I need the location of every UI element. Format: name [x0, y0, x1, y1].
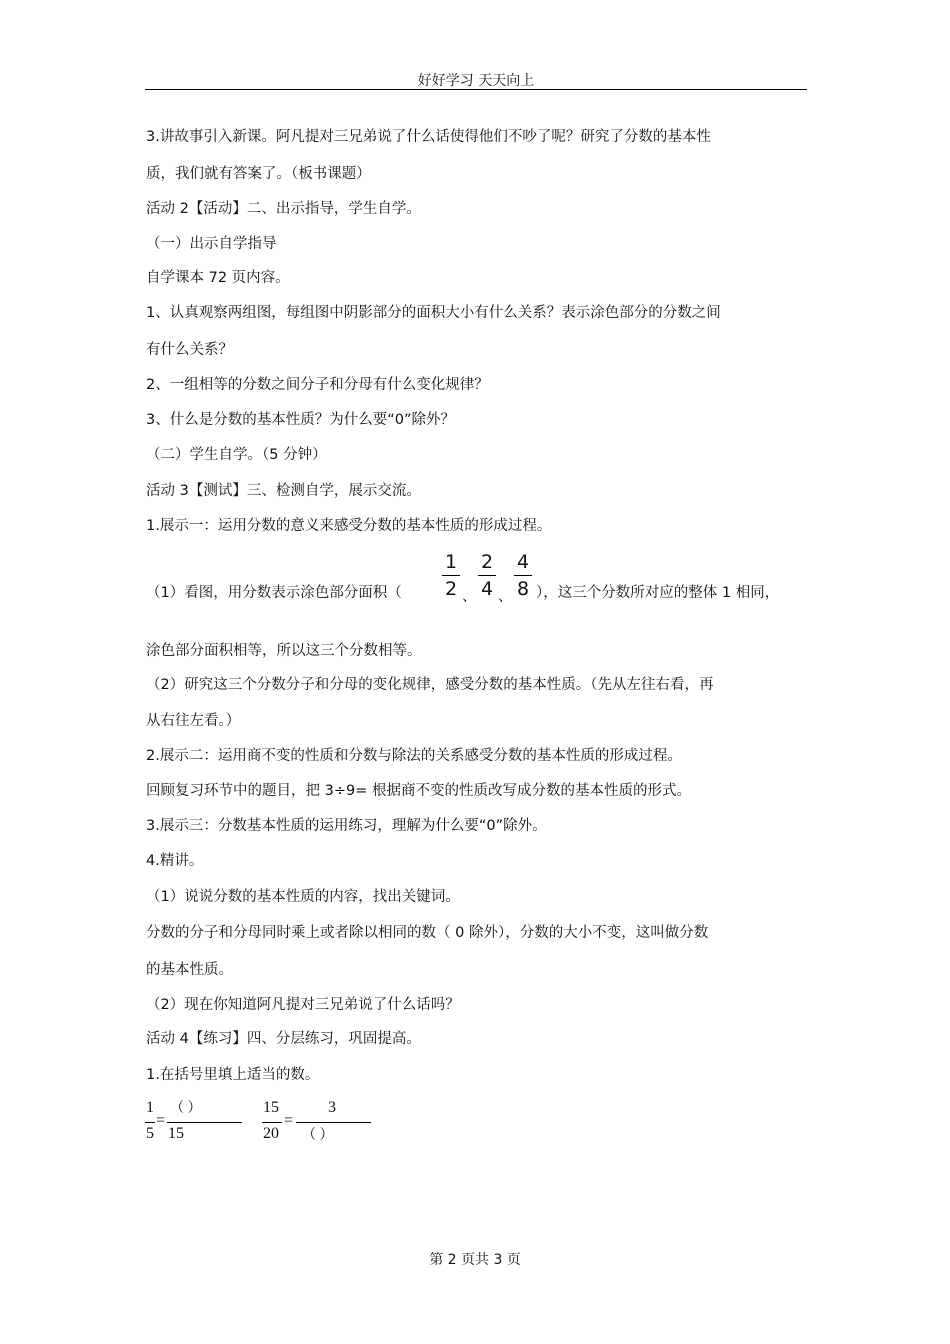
paragraph-line: 4.精讲。: [146, 853, 204, 869]
paragraph-line: 3、什么是分数的基本性质？为什么要“0”除外？: [146, 412, 455, 428]
header-rule: [145, 89, 807, 90]
fraction: [476, 550, 498, 601]
paragraph-line: 2、一组相等的分数之间分子和分母有什么变化规律？: [146, 377, 489, 393]
paragraph-line: ），这三个分数所对应的整体 1 相同，: [536, 585, 780, 601]
paragraph-line: 分数的分子和分母同时乘上或者除以相同的数（ 0 除外），分数的大小不变，这叫做分数: [146, 925, 709, 941]
paragraph-line: 2.展示二：运用商不变的性质和分数与除法的关系感受分数的基本性质的形成过程。: [146, 748, 682, 764]
equals-sign: =: [284, 1112, 294, 1129]
paragraph-line: 有什么关系？: [146, 342, 233, 358]
paragraph-line: （1）看图，用分数表示涂色部分面积（: [146, 585, 402, 601]
equals-sign: =: [156, 1112, 166, 1129]
paragraph-line: 的基本性质。: [146, 962, 233, 978]
fraction-separator: 、: [498, 589, 513, 605]
paragraph-line: 活动 3【测试】三、检测自学，展示交流。: [146, 483, 421, 499]
fraction-separator: 、: [462, 589, 477, 605]
paragraph-line: （二）学生自学。（5 分钟）: [146, 447, 327, 463]
exercise-denominator: 5: [146, 1125, 154, 1142]
answer-blank[interactable]: （ ）: [302, 1128, 334, 1143]
fraction-bar: [442, 575, 460, 576]
answer-blank[interactable]: （ ）: [170, 1101, 202, 1116]
paragraph-line: （2）研究这三个分数分子和分母的变化规律，感受分数的基本性质。（先从左往右看，再: [146, 677, 714, 693]
paragraph-line: 3.展示三：分数基本性质的运用练习，理解为什么要“0”除外。: [146, 818, 547, 834]
exercise-denominator: 15: [168, 1125, 184, 1142]
exercise-numerator: 15: [263, 1099, 279, 1116]
fraction-bar: [262, 1122, 282, 1123]
paragraph-line: （1）说说分数的基本性质的内容，找出关键词。: [146, 889, 460, 905]
fraction: [512, 550, 534, 601]
fraction-bar: [145, 1122, 155, 1123]
paragraph-line: 从右往左看。）: [146, 713, 241, 729]
fraction-denominator: 8: [516, 578, 530, 600]
paragraph-line: 活动 4【练习】四、分层练习，巩固提高。: [146, 1031, 421, 1047]
fraction-denominator: 2: [444, 578, 458, 600]
exercise-denominator: 20: [263, 1125, 279, 1142]
paragraph-line: 1.展示一：运用分数的意义来感受分数的基本性质的形成过程。: [146, 518, 552, 534]
fraction-denominator: 4: [480, 578, 494, 600]
fraction-bar: [296, 1122, 371, 1123]
page-header: 好好学习 天天向上: [417, 73, 535, 89]
fraction-bar: [167, 1122, 242, 1123]
fraction-numerator: 2: [480, 551, 494, 573]
paragraph-line: 1、认真观察两组图，每组图中阴影部分的面积大小有什么关系？表示涂色部分的分数之间: [146, 305, 721, 321]
exercise-numerator: 3: [328, 1099, 336, 1116]
paragraph-line: 活动 2【活动】二、出示指导，学生自学。: [146, 201, 421, 217]
paragraph-line: 3.讲故事引入新课。阿凡提对三兄弟说了什么话使得他们不吵了呢？研究了分数的基本性: [146, 129, 711, 145]
fraction: [440, 550, 462, 601]
paragraph-line: （一）出示自学指导: [146, 236, 277, 252]
paragraph-line: 质，我们就有答案了。（板书课题）: [146, 166, 371, 182]
fraction-bar: [514, 575, 532, 576]
page-number: 第 2 页共 3 页: [429, 1252, 521, 1268]
paragraph-line: 涂色部分面积相等，所以这三个分数相等。: [146, 643, 422, 659]
paragraph-line: 回顾复习环节中的题目，把 3÷9= 根据商不变的性质改写成分数的基本性质的形式。: [146, 783, 691, 799]
paragraph-line: 1.在括号里填上适当的数。: [146, 1067, 320, 1083]
fraction-numerator: 1: [444, 551, 458, 573]
fraction-bar: [478, 575, 496, 576]
paragraph-line: （2）现在你知道阿凡提对三兄弟说了什么话吗？: [146, 997, 460, 1013]
fraction-numerator: 4: [516, 551, 530, 573]
paragraph-line: 自学课本 72 页内容。: [146, 270, 290, 286]
exercise-numerator: 1: [146, 1099, 154, 1116]
